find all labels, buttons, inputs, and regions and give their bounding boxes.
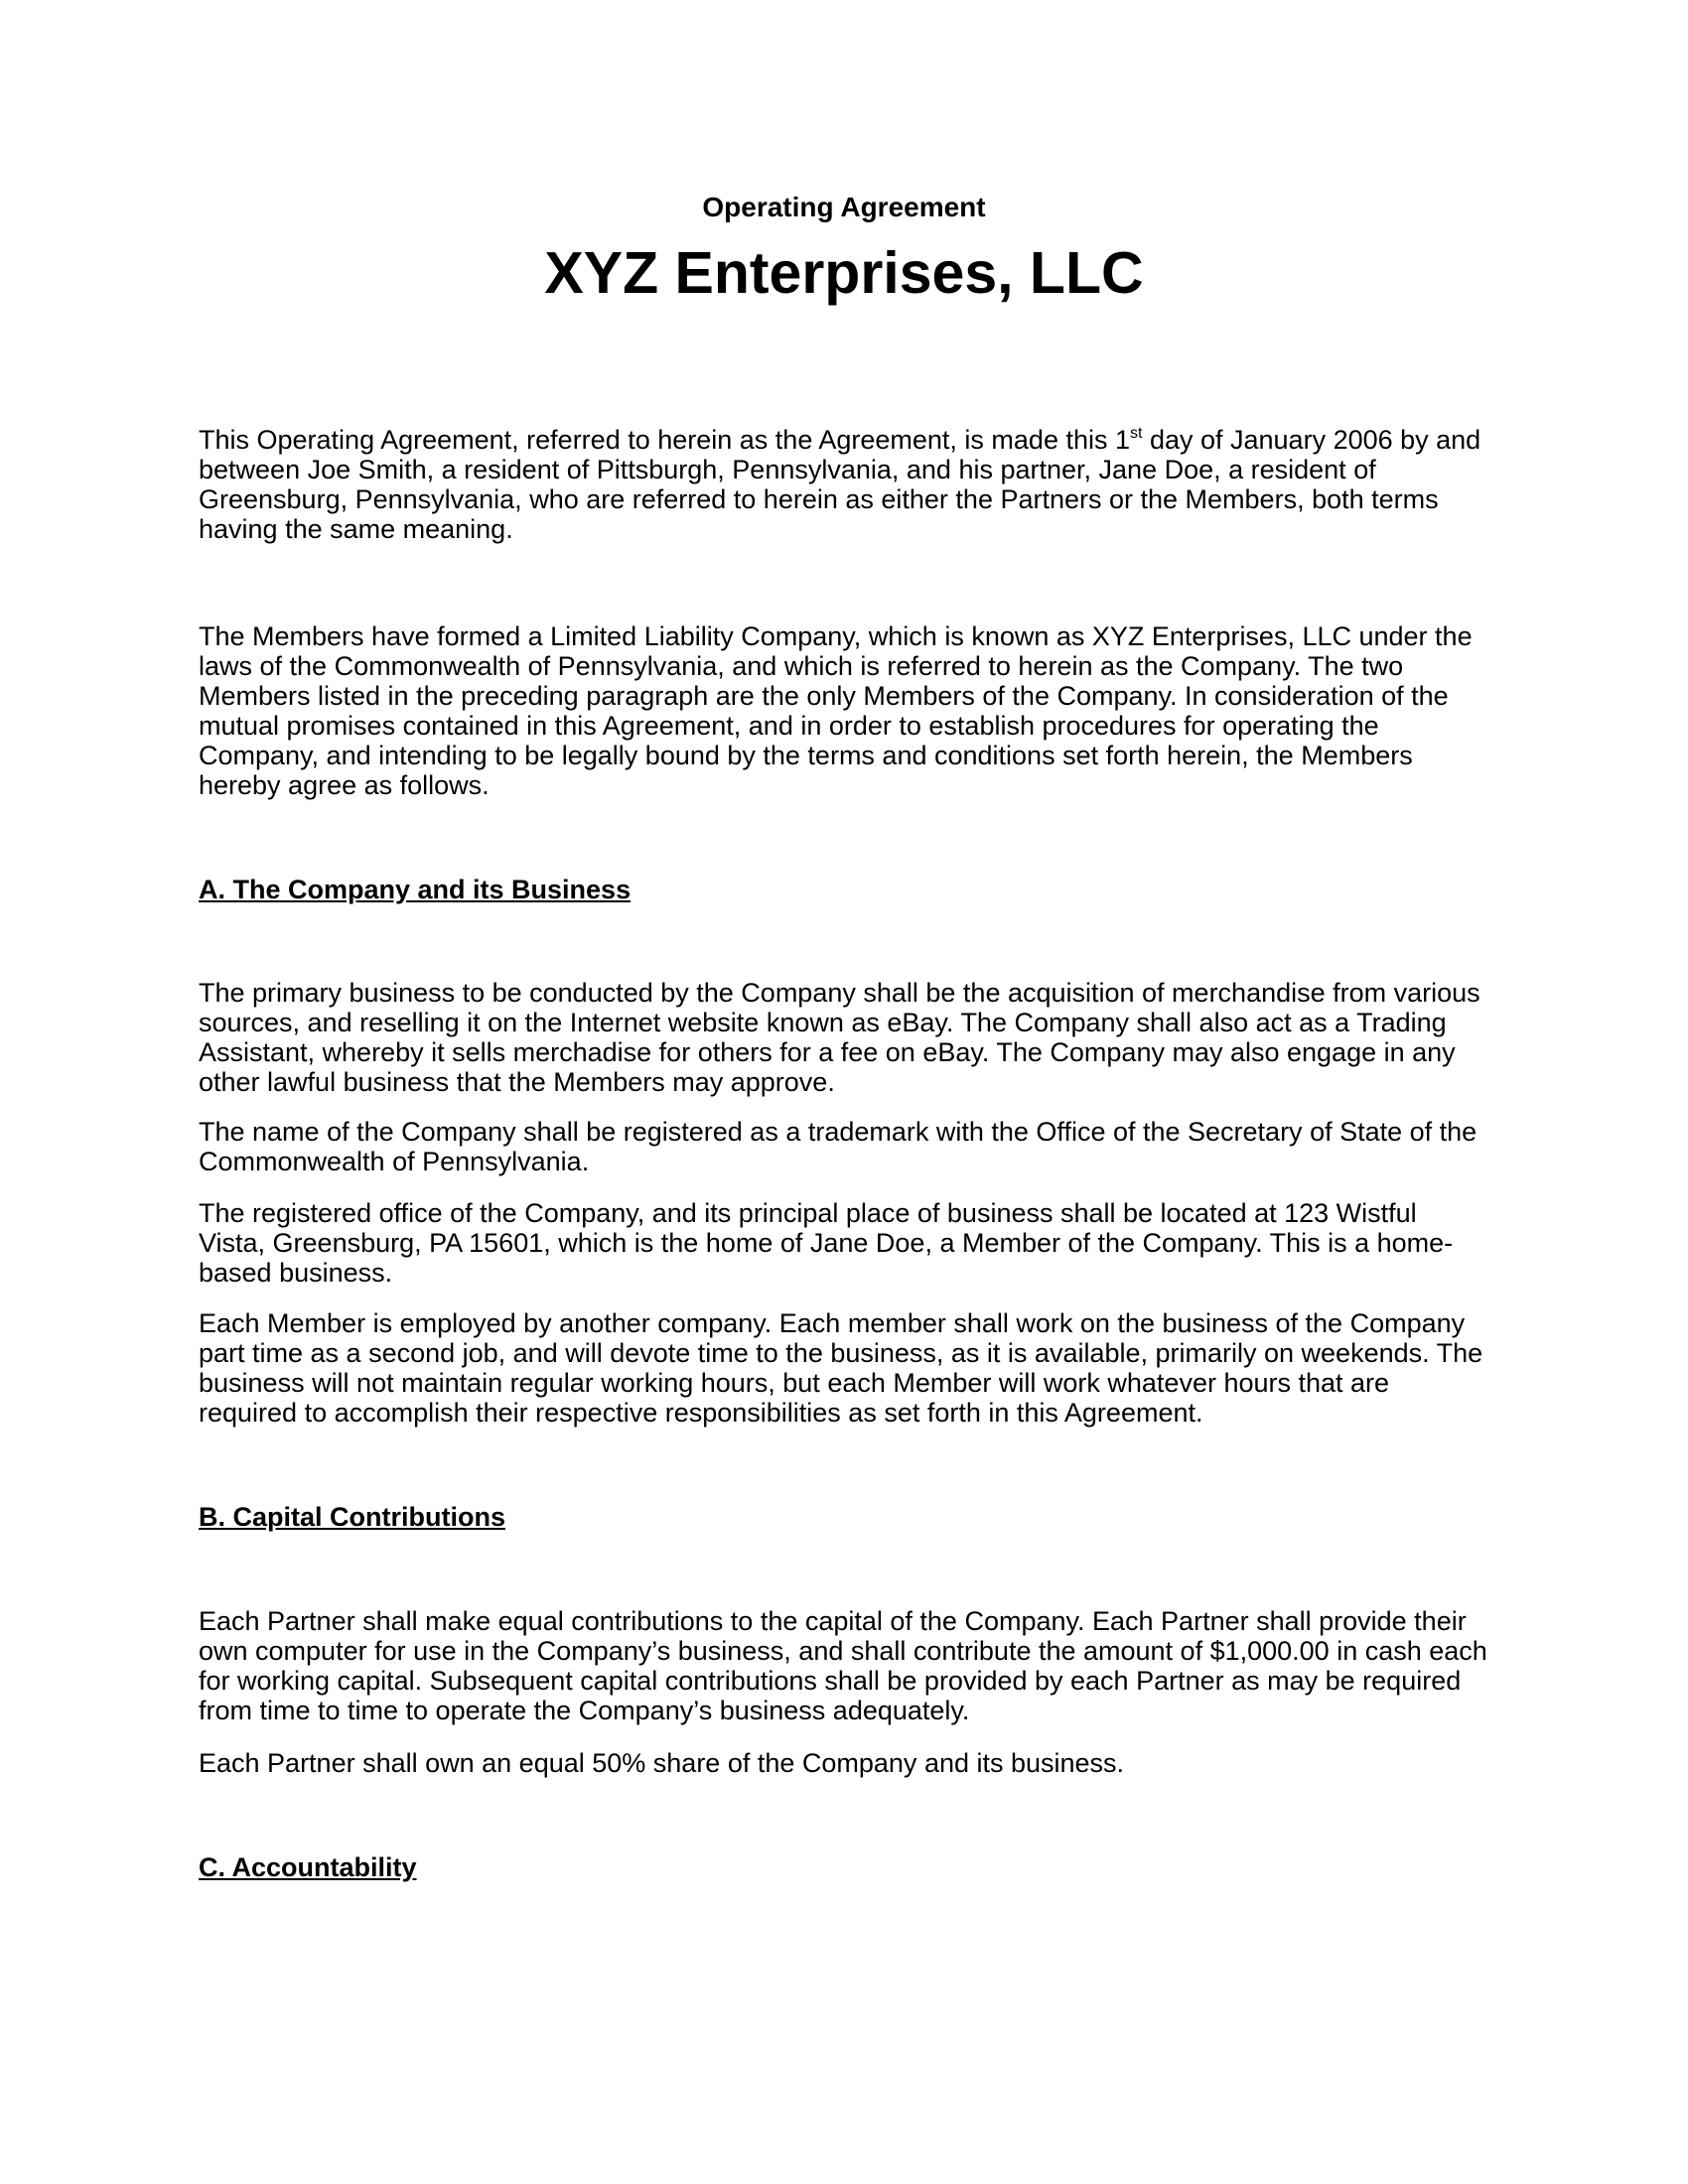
intro-paragraph [199,425,1489,544]
section-a-paragraph-1 [199,978,1489,1097]
section-b-text-2: Each Partner shall own an equal 50% share of the Company and its business. [199,1748,1125,1778]
intro-ordinal-suffix: st [1130,425,1143,442]
section-a-heading: A. The Company and its Business [199,875,632,904]
intro-text-start: This Operating Agreement, referred to herein as the Agreement, is made this 1 [199,425,1130,455]
section-b-heading: B. Capital Contributions [199,1502,505,1532]
formation-paragraph [199,621,1489,800]
section-b-paragraph-2 [199,1748,1489,1778]
section-a-text-3: The registered office of the Company, and its principal place of business shall be located at 123 Wistful Vista, Greensburg, PA 15601, which is the home of Jane Doe, a Member of the Company. This is a home-based business. [199,1198,1454,1288]
section-a-text-4: Each Member is employed by another company. Each member shall work on the business of the Company part time as a second job, and will devote time to the business, as it is available, primarily on weekends. The business will not maintain regular working hours, but each Member will work whatever hours that are required to accomplish their respective responsibilities as set forth in this Agreement. [199,1308,1483,1428]
section-b-paragraph-1 [199,1606,1489,1725]
section-b-text-1: Each Partner shall make equal contributions to the capital of the Company. Each Partner shall provide their own computer for use in the Company’s business, and shall contribute the amount of $1,000.00 in cash each for working capital. Subsequent capital contributions shall be provided by each Partner as may be required from time to time to operate the Company’s business adequately. [199,1606,1487,1725]
section-c-heading: C. Accountability [199,1852,417,1882]
section-a-text-1: The primary business to be conducted by the Company shall be the acquisition of merchandise from various sources, and reselling it on the Internet website known as eBay. The Company shall also act as a Trading Assistant, whereby it sells merchadise for others for a fee on eBay. The Company may also engage in any other lawful business that the Members may approve. [199,978,1480,1097]
intro-text-end: day of January 2006 by and between Joe Smith, a resident of Pittsburgh, Pennsylvania, and his partner, Jane Doe, a resident of Greensburg, Pennsylvania, who are referred to herein as either the Partners or the Members, both terms having the same meaning. [199,425,1481,544]
section-a-paragraph-3 [199,1198,1489,1288]
document-subtitle: Operating Agreement [702,192,986,222]
section-a-paragraph-2 [199,1117,1489,1176]
document-title: XYZ Enterprises, LLC [544,240,1144,306]
section-a-paragraph-4 [199,1308,1489,1428]
formation-text: The Members have formed a Limited Liability Company, which is known as XYZ Enterprises, LLC under the laws of the Commonwealth of Pennsylvania, and which is referred to herein as the Company. The two Members listed in the preceding paragraph are the only Members of the Company. In consideration of the mutual promises contained in this Agreement, and in order to establish procedures for operating the Company, and intending to be legally bound by the terms and conditions set forth herein, the Members hereby agree as follows. [199,621,1473,800]
section-a-text-2: The name of the Company shall be registered as a trademark with the Office of the Secretary of State of the Commonwealth of Pennsylvania. [199,1117,1477,1176]
